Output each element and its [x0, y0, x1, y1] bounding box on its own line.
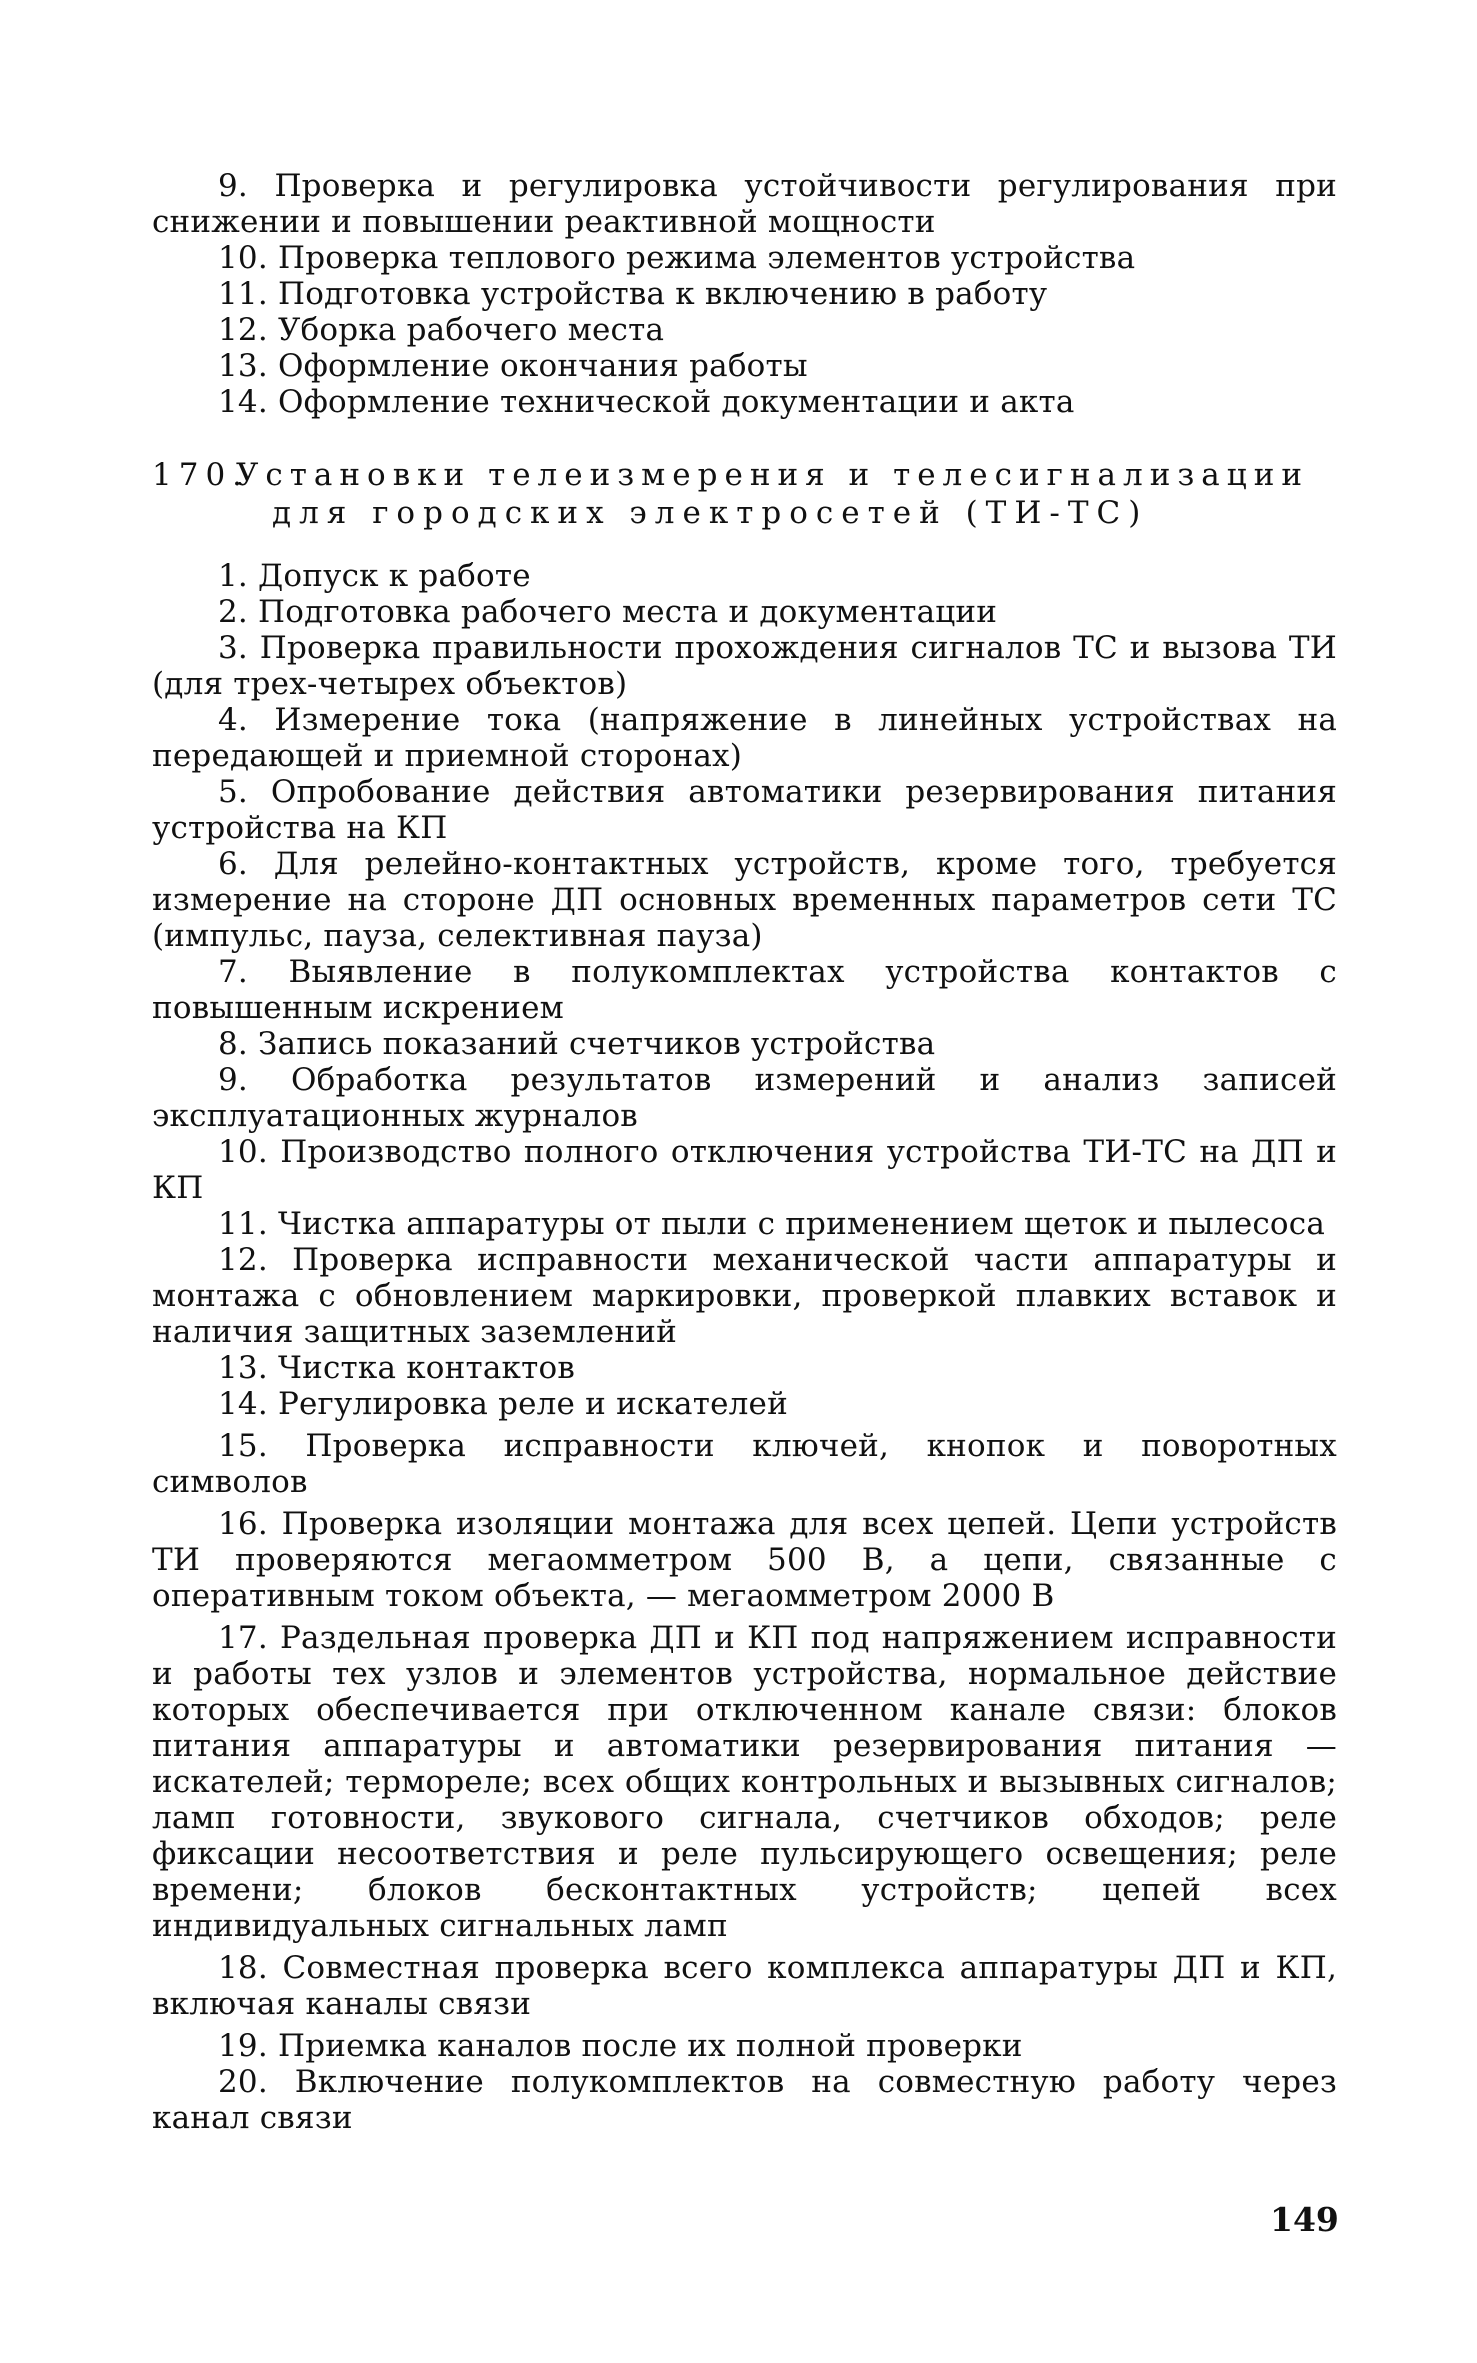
list-item: 11. Чистка аппаратуры от пыли с применением щеток и пылесоса	[218, 1206, 1326, 1242]
list-item: 1. Допуск к работе	[218, 558, 531, 594]
list-item: 11. Подготовка устройства к включению в работу	[218, 276, 1048, 312]
list-item: 10. Проверка теплового режима элементов устройства	[218, 240, 1136, 276]
list-item: 13. Оформление окончания работы	[218, 348, 808, 384]
list-item: 12. Уборка рабочего места	[218, 312, 665, 348]
list-item: 19. Приемка каналов после их полной проверки	[218, 2028, 1023, 2064]
section-title-line2: для городских электросетей (ТИ-ТС)	[272, 495, 1149, 531]
list-item: 18. Совместная проверка всего комплекса аппаратуры ДП и КП, включая каналы связи	[152, 1950, 1337, 2022]
list-item: 9. Обработка результатов измерений и анализ записей эксплуатационных журналов	[152, 1062, 1337, 1134]
list-item: 20. Включение полукомплектов на совместную работу через канал связи	[152, 2064, 1337, 2136]
list-item: 6. Для релейно-контактных устройств, кроме того, требуется измерение на стороне ДП основных временных параметров сети ТС (импульс, пауза, селективная пауза)	[152, 846, 1337, 954]
section-number: 170.	[152, 457, 250, 493]
list-item: 15. Проверка исправности ключей, кнопок и поворотных символов	[152, 1428, 1337, 1500]
list-item: 12. Проверка исправности механической части аппаратуры и монтажа с обновлением маркировки, проверкой плавких вставок и наличия защитных заземлений	[152, 1242, 1337, 1350]
items-section	[152, 558, 1337, 2136]
list-item: 16. Проверка изоляции монтажа для всех цепей. Цепи устройств ТИ проверяются мегаомметром 500 В, а цепи, связанные с оперативным током объекта, — мегаомметром 2000 В	[152, 1506, 1337, 1614]
page-body	[152, 168, 1337, 2136]
page-number: 149	[1270, 2200, 1339, 2239]
list-item: 9. Проверка и регулировка устойчивости регулирования при снижении и повышении реактивной мощности	[152, 168, 1337, 240]
list-item: 14. Оформление технической документации и акта	[218, 384, 1075, 420]
section-heading	[152, 456, 1337, 532]
list-item: 2. Подготовка рабочего места и документации	[218, 594, 998, 630]
items-top	[152, 168, 1337, 420]
list-item: 14. Регулировка реле и искателей	[218, 1386, 788, 1422]
list-item: 13. Чистка контактов	[218, 1350, 575, 1386]
list-item: 4. Измерение тока (напряжение в линейных устройствах на передающей и приемной сторонах)	[152, 702, 1337, 774]
list-item: 7. Выявление в полукомплектах устройства контактов с повышенным искрением	[152, 954, 1337, 1026]
list-item: 8. Запись показаний счетчиков устройства	[218, 1026, 936, 1062]
list-item: 5. Опробование действия автоматики резервирования питания устройства на КП	[152, 774, 1337, 846]
list-item: 10. Производство полного отключения устройства ТИ-ТС на ДП и КП	[152, 1134, 1337, 1206]
section-title-line1: Установки телеизмерения и телесигнализации	[236, 457, 1310, 493]
list-item: 3. Проверка правильности прохождения сигналов ТС и вызова ТИ (для трех-четырех объектов)	[152, 630, 1337, 702]
list-item: 17. Раздельная проверка ДП и КП под напряжением исправности и работы тех узлов и элементов устройства, нормальное действие которых обеспечивается при отключенном канале связи: блоков питания аппаратуры и автоматики резервирования питания — искателей; термореле; всех общих контрольных и вызывных сигналов; ламп готовности, звукового сигнала, счетчиков обходов; реле фиксации несоответствия и реле пульсирующего освещения; реле времени; блоков бесконтактных устройств; цепей всех индивидуальных сигнальных ламп	[152, 1620, 1337, 1944]
